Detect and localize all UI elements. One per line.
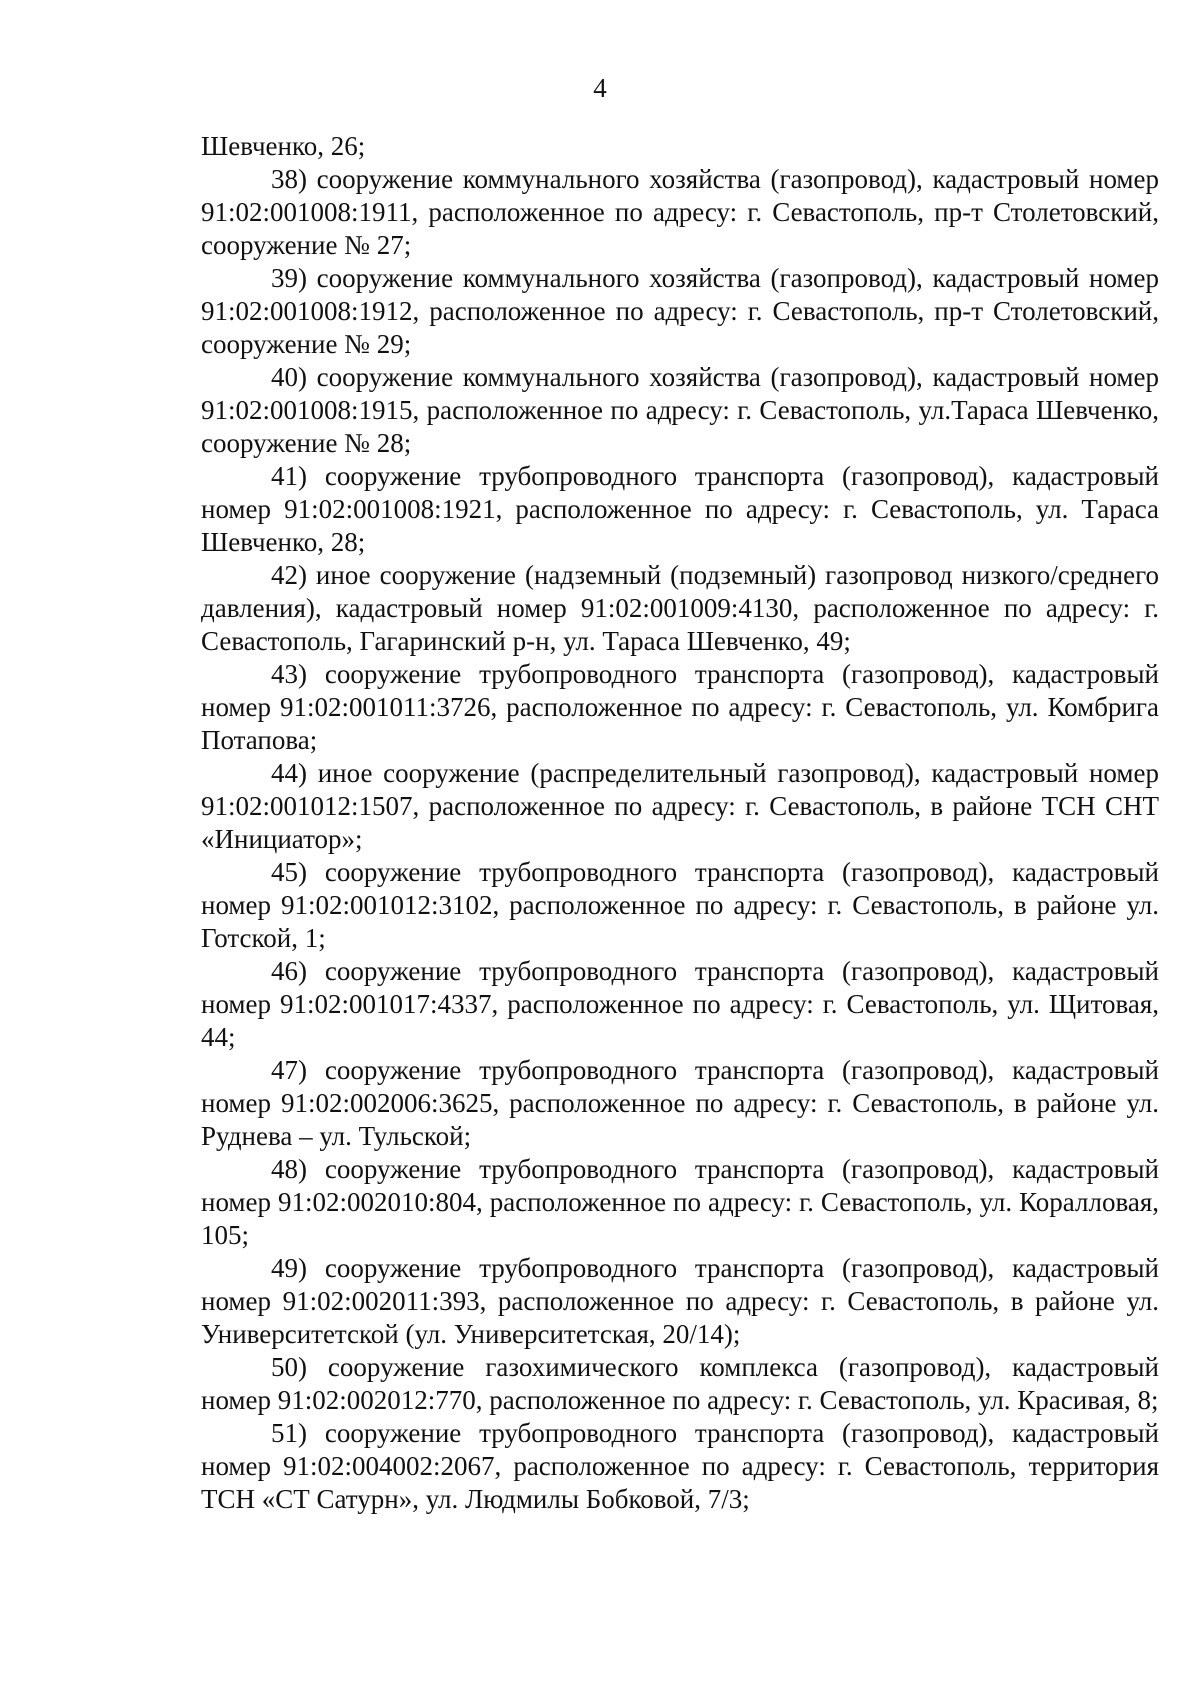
list-item-47: 47) сооружение трубопроводного транспорта (газопровод), кадастровый номер 91:02:002006:3625, расположенное по адресу: г. Севастополь, в районе ул. Руднева – ул. Тульской; (201, 1055, 1159, 1151)
list-item-46: 46) сооружение трубопроводного транспорта (газопровод), кадастровый номер 91:02:001017:4337, расположенное по адресу: г. Севастополь, ул. Щитовая, 44; (201, 956, 1159, 1052)
list-item-49: 49) сооружение трубопроводного транспорта (газопровод), кадастровый номер 91:02:002011:393, расположенное по адресу: г. Севастополь, в районе ул. Университетской (ул. Университетская, 20/14); (201, 1253, 1159, 1349)
list-item-51: 51) сооружение трубопроводного транспорта (газопровод), кадастровый номер 91:02:004002:2067, расположенное по адресу: г. Севастополь, территория ТСН «СТ Сатурн», ул. Людмилы Бобковой, 7/3; (201, 1418, 1159, 1514)
list-item-48: 48) сооружение трубопроводного транспорта (газопровод), кадастровый номер 91:02:002010:804, расположенное по адресу: г. Севастополь, ул. Коралловая, 105; (201, 1154, 1159, 1250)
list-item-50: 50) сооружение газохимического комплекса (газопровод), кадастровый номер 91:02:002012:770, расположенное по адресу: г. Севастополь, ул. Красивая, 8; (201, 1352, 1159, 1415)
list-item-44: 44) иное сооружение (распределительный газопровод), кадастровый номер 91:02:001012:1507, расположенное по адресу: г. Севастополь, в районе ТСН СНТ «Инициатор»; (201, 758, 1159, 854)
list-item-39: 39) сооружение коммунального хозяйства (газопровод), кадастровый номер 91:02:001008:1912, расположенное по адресу: г. Севастополь, пр-т Столетовский, сооружение № 29; (201, 263, 1159, 359)
list-item-45: 45) сооружение трубопроводного транспорта (газопровод), кадастровый номер 91:02:001012:3102, расположенное по адресу: г. Севастополь, в районе ул. Готской, 1; (201, 857, 1159, 953)
list-item-42: 42) иное сооружение (надземный (подземный) газопровод низкого/среднего давления), кадастровый номер 91:02:001009:4130, расположенное по адресу: г. Севастополь, Гагаринский р-н, ул. Тараса Шевченко, 49; (201, 560, 1159, 656)
list-item-40: 40) сооружение коммунального хозяйства (газопровод), кадастровый номер 91:02:001008:1915, расположенное по адресу: г. Севастополь, ул.Тараса Шевченко, сооружение № 28; (201, 362, 1159, 458)
list-item-43: 43) сооружение трубопроводного транспорта (газопровод), кадастровый номер 91:02:001011:3726, расположенное по адресу: г. Севастополь, ул. Комбрига Потапова; (201, 659, 1159, 755)
list-item-41: 41) сооружение трубопроводного транспорта (газопровод), кадастровый номер 91:02:001008:1921, расположенное по адресу: г. Севастополь, ул. Тараса Шевченко, 28; (201, 461, 1159, 557)
page-number: 4 (593, 73, 607, 103)
continuation-line: Шевченко, 26; (201, 131, 366, 161)
list-item-38: 38) сооружение коммунального хозяйства (газопровод), кадастровый номер 91:02:001008:1911, расположенное по адресу: г. Севастополь, пр-т Столетовский, сооружение № 27; (201, 164, 1159, 260)
document-body (201, 130, 1159, 1516)
